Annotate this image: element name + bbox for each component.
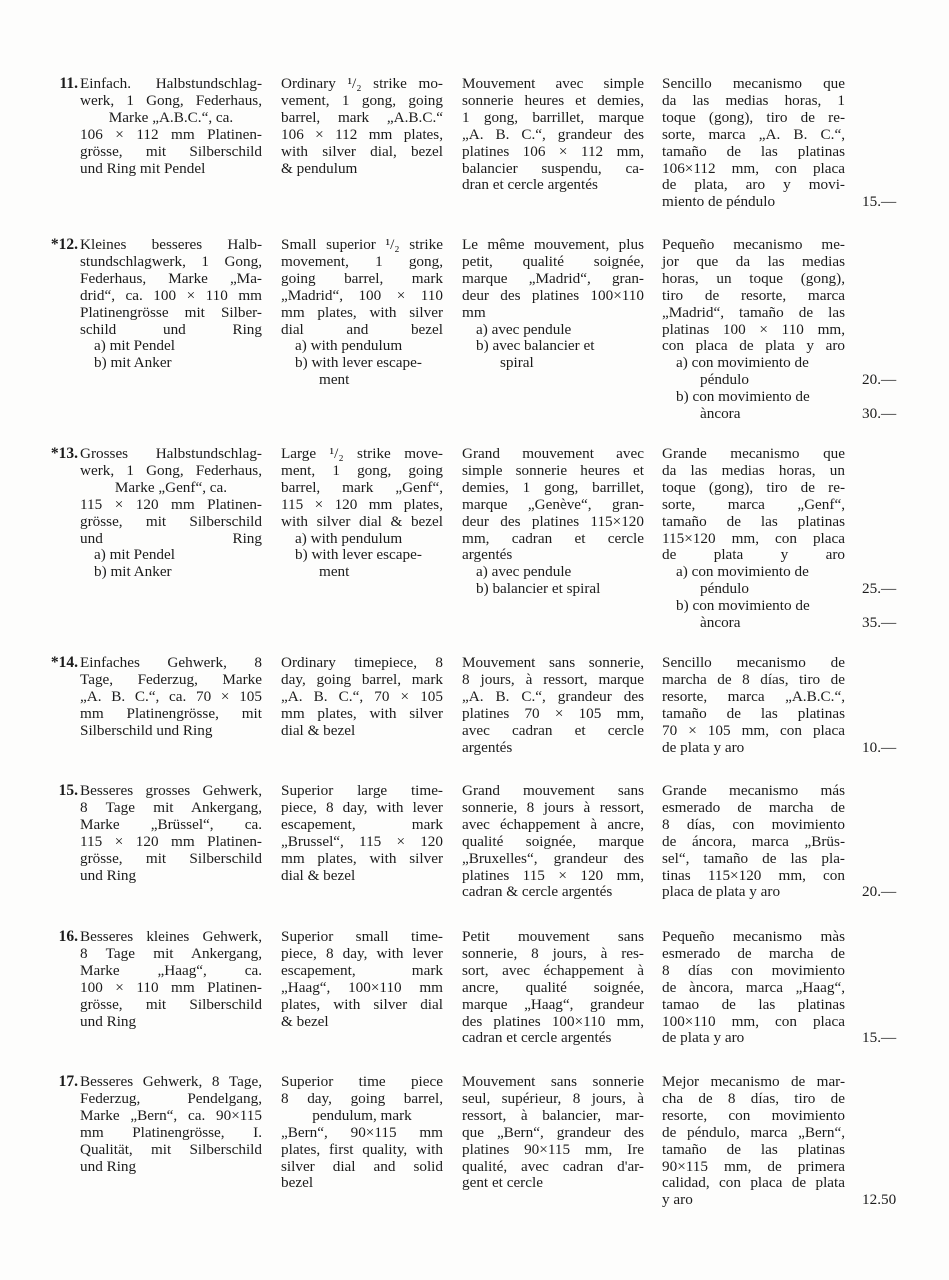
- spanish-description: [662, 446, 845, 632]
- text-line: 106 × 112 mm Platinen-: [80, 125, 262, 143]
- text-line: sonnerie, 8 jours, à res-: [462, 944, 644, 962]
- text-line: ancre, qualité soignée,: [462, 978, 644, 996]
- text-line: 106×112 mm, con placa: [662, 159, 845, 177]
- text-line: de péndulo, marca „Bern“,: [662, 1123, 845, 1141]
- text-line: marcha de 8 días, tiro de: [662, 670, 845, 688]
- text-line: a) with pendulum: [295, 337, 403, 355]
- text-line: 8 Tage mit Ankergang,: [80, 798, 262, 816]
- price: 15.—: [862, 193, 897, 211]
- german-description: [80, 446, 262, 581]
- text-line: mm plates, with silver: [281, 704, 443, 722]
- text-line: spiral: [500, 354, 534, 372]
- english-description: [281, 1074, 443, 1192]
- text-line: 100 × 110 mm Platinen-: [80, 978, 262, 996]
- text-line: seul, supérieur, 8 jours, à: [462, 1089, 644, 1107]
- text-line: miento de péndulo: [662, 193, 776, 211]
- text-line: mm Platinengrösse, mit: [80, 704, 262, 722]
- text-line: des platines 100×110 mm,: [462, 1012, 644, 1030]
- item-number: *12.: [50, 236, 78, 253]
- text-line: und Ring: [80, 866, 137, 884]
- english-description: [281, 237, 443, 389]
- text-line: de àncora, marca „Haag“,: [662, 978, 845, 996]
- text-line: calidad, con placa de plata: [662, 1174, 845, 1192]
- text-line: Marke „Bern“, ca. 90×115: [80, 1106, 262, 1124]
- text-line: Pequeño mecanismo me-: [662, 236, 845, 253]
- text-line: silver dial and solid: [281, 1157, 443, 1175]
- text-line: Silberschild und Ring: [80, 721, 213, 739]
- price: 30.—: [862, 405, 897, 422]
- german-description: [80, 929, 262, 1030]
- text-line: Mouvement sans sonnerie: [462, 1073, 644, 1090]
- text-line: „Madrid“, 100 × 110: [281, 286, 443, 304]
- text-line: mm Platinengrösse, I.: [80, 1123, 262, 1141]
- text-line: b) with lever escape-: [295, 546, 422, 564]
- text-line: platines 115 × 120 mm,: [462, 866, 644, 884]
- text-line: qualité, avec cadran d'ar-: [462, 1157, 644, 1175]
- text-line: 8 Tage mit Ankergang,: [80, 944, 262, 962]
- text-line: werk, 1 Gong, Federhaus,: [80, 461, 262, 479]
- text-line: dial & bezel: [281, 866, 356, 884]
- text-line: marque „Madrid“, gran-: [462, 269, 644, 287]
- text-line: 70 × 105 mm, con placa: [662, 721, 845, 739]
- spanish-description: [662, 76, 845, 211]
- text-line: qualité soignée, marque: [462, 832, 644, 850]
- text-line: tamao de las platinas: [662, 995, 845, 1013]
- text-line: horas, un toque (gong),: [662, 269, 845, 287]
- text-line: & pendulum: [281, 159, 358, 177]
- text-line: placa de plata y aro: [662, 883, 781, 901]
- english-description: [281, 446, 443, 581]
- text-line: vement, 1 gong, going: [281, 91, 443, 109]
- text-line: 115×120 mm, con placa: [662, 529, 845, 547]
- german-description: [80, 1074, 262, 1175]
- english-description: [281, 655, 443, 740]
- english-description: [281, 76, 443, 177]
- text-line: with silver dial & bezel: [281, 512, 443, 530]
- text-line: argentés: [462, 546, 513, 564]
- text-line: movement, 1 gong,: [281, 252, 443, 270]
- text-line: tiro de resorte, marca: [662, 286, 845, 304]
- text-line: platines 90×115 mm, Ire: [462, 1140, 644, 1158]
- text-line: Marke „A.B.C.“, ca.: [108, 108, 234, 126]
- text-line: ment: [319, 563, 350, 581]
- text-line: „A. B. C.“, 70 × 105: [281, 687, 443, 705]
- text-line: Ordinary timepiece, 8: [281, 654, 443, 671]
- text-line: mm plates, with silver: [281, 849, 443, 867]
- text-line: und Ring: [80, 529, 262, 547]
- german-description: [80, 655, 262, 740]
- text-line: simple sonnerie heures et: [462, 461, 644, 479]
- text-line: mm: [462, 303, 486, 321]
- text-line: b) con movimiento de: [676, 388, 810, 406]
- text-line: sorte, marca „Genf“,: [662, 495, 845, 513]
- german-description: [80, 76, 262, 177]
- text-line: pendulum, mark: [312, 1106, 412, 1124]
- text-line: toque (gong), tiro de re-: [662, 478, 845, 496]
- spanish-description: [662, 655, 845, 756]
- text-line: Mouvement sans sonnerie,: [462, 654, 644, 671]
- text-line: resorte, marca „A.B.C.“,: [662, 687, 845, 705]
- item-number: 15.: [58, 782, 78, 799]
- text-line: avec cadran et cercle: [462, 721, 644, 739]
- text-line: & bezel: [281, 1012, 329, 1030]
- text-line: a) mit Pendel: [94, 546, 175, 564]
- price: 25.—: [862, 580, 897, 598]
- text-line: going barrel, mark: [281, 269, 443, 287]
- text-line: plates, first quality, with: [281, 1140, 443, 1158]
- french-description: [462, 783, 644, 901]
- text-line: grösse, mit Silberschild: [80, 512, 262, 530]
- text-line: mm, cadran et cercle: [462, 529, 644, 547]
- text-line: grösse, mit Silberschild: [80, 142, 262, 160]
- text-line: bezel: [281, 1174, 314, 1192]
- text-line: con placa de plata y aro: [662, 337, 845, 355]
- text-line: de áncora, marca „Brüs-: [662, 832, 845, 850]
- text-line: de plata, aro y movi-: [662, 176, 845, 194]
- text-line: àncora: [700, 405, 741, 423]
- spanish-description: [662, 783, 845, 901]
- text-line: péndulo: [700, 580, 749, 598]
- german-description: [80, 237, 262, 372]
- text-line: 106 × 112 mm plates,: [281, 125, 443, 143]
- text-line: stundschlagwerk, 1 Gong,: [80, 252, 262, 270]
- text-line: que „Bern“, grandeur des: [462, 1123, 644, 1141]
- text-line: Federhaus, Marke „Ma-: [80, 269, 262, 287]
- text-line: und Ring: [80, 1157, 137, 1175]
- text-line: plates, with silver dial: [281, 995, 443, 1013]
- text-line: „Brussel“, 115 × 120: [281, 832, 443, 850]
- text-line: barrel, mark „A.B.C.“: [281, 108, 443, 126]
- text-line: piece, 8 day, with lever: [281, 944, 443, 962]
- text-line: da las medias horas, un: [662, 461, 845, 479]
- text-line: barrel, mark „Genf“,: [281, 478, 443, 496]
- text-line: demies, 1 gong, barrillet,: [462, 478, 644, 496]
- text-line: Besseres kleines Gehwerk,: [80, 928, 262, 945]
- text-line: Einfaches Gehwerk, 8: [80, 654, 262, 671]
- french-description: [462, 655, 644, 756]
- text-line: jor que da las medias: [662, 252, 845, 270]
- text-line: a) mit Pendel: [94, 337, 175, 355]
- text-line: b) avec balancier et: [476, 337, 595, 355]
- text-line: escapement, mark: [281, 961, 443, 979]
- text-line: ment: [319, 371, 350, 389]
- item-number: 11.: [59, 75, 78, 92]
- price: 20.—: [862, 371, 897, 389]
- text-line: balancier suspendu, ca-: [462, 159, 644, 177]
- text-line: grösse, mit Silberschild: [80, 995, 262, 1013]
- item-number: *13.: [50, 445, 78, 462]
- french-description: [462, 76, 644, 194]
- text-line: sel“, tamaño de las pla-: [662, 849, 845, 867]
- text-line: Mejor mecanismo de mar-: [662, 1073, 845, 1090]
- text-line: Large ¹/₂ strike move-: [281, 445, 443, 462]
- text-line: cadran et cercle argentés: [462, 1029, 612, 1047]
- text-line: grösse, mit Silberschild: [80, 849, 262, 867]
- text-line: b) balancier et spiral: [476, 580, 601, 598]
- text-line: esmerado de marcha de: [662, 798, 845, 816]
- text-line: a) con movimiento de: [676, 354, 809, 372]
- french-description: [462, 929, 644, 1047]
- text-line: 8 day, going barrel,: [281, 1089, 443, 1107]
- text-line: marque „Haag“, grandeur: [462, 995, 644, 1013]
- text-line: Platinengrösse mit Silber-: [80, 303, 262, 321]
- text-line: werk, 1 Gong, Federhaus,: [80, 91, 262, 109]
- text-line: und Ring mit Pendel: [80, 159, 206, 177]
- text-line: 8 días, con movimiento: [662, 815, 845, 833]
- text-line: tamaño de las platinas: [662, 1140, 845, 1158]
- item-number: *14.: [50, 654, 78, 671]
- text-line: escapement, mark: [281, 815, 443, 833]
- text-line: platinas 100 × 110 mm,: [662, 320, 845, 338]
- text-line: toque (gong), tiro de re-: [662, 108, 845, 126]
- text-line: „A. B. C.“, ca. 70 × 105: [80, 687, 262, 705]
- price: 15.—: [862, 1029, 897, 1047]
- text-line: „Bruxelles“, grandeur des: [462, 849, 644, 867]
- text-line: Sencillo mecanismo de: [662, 654, 845, 671]
- text-line: Mouvement avec simple: [462, 75, 644, 92]
- text-line: Marke „Haag“, ca.: [80, 961, 262, 979]
- german-description: [80, 783, 262, 884]
- text-line: Ordinary ¹/₂ strike mo-: [281, 75, 443, 92]
- text-line: tamaño de las platinas: [662, 512, 845, 530]
- text-line: schild und Ring: [80, 320, 262, 338]
- text-line: 100×110 mm, con placa: [662, 1012, 845, 1030]
- item-number: 16.: [58, 928, 78, 945]
- text-line: tinas 115×120 mm, con: [662, 866, 845, 884]
- text-line: with silver dial, bezel: [281, 142, 443, 160]
- text-line: Pequeño mecanismo màs: [662, 928, 845, 945]
- text-line: 8 jours, à ressort, marque: [462, 670, 644, 688]
- text-line: „Bern“, 90×115 mm: [281, 1123, 443, 1141]
- price: 35.—: [862, 614, 897, 631]
- text-line: Le même mouvement, plus: [462, 236, 644, 253]
- french-description: [462, 1074, 644, 1192]
- text-line: Grande mecanismo que: [662, 445, 845, 462]
- text-line: marque „Genève“, gran-: [462, 495, 644, 513]
- text-line: àncora: [700, 614, 741, 632]
- text-line: deur des platines 115×120: [462, 512, 644, 530]
- text-line: „A. B. C.“, grandeur des: [462, 687, 644, 705]
- text-line: dran et cercle argentés: [462, 176, 598, 194]
- text-line: 1 gong, barrillet, marque: [462, 108, 644, 126]
- text-line: sort, avec échappement à: [462, 961, 644, 979]
- text-line: Federzug, Pendelgang,: [80, 1089, 262, 1107]
- text-line: a) con movimiento de: [676, 563, 809, 581]
- text-line: „Haag“, 100×110 mm: [281, 978, 443, 996]
- text-line: tamaño de las platinas: [662, 142, 845, 160]
- text-line: cha de 8 días, tiro de: [662, 1089, 845, 1107]
- text-line: a) avec pendule: [476, 320, 572, 338]
- item-number: 17.: [58, 1073, 78, 1090]
- text-line: petit, qualité soignée,: [462, 252, 644, 270]
- text-line: Grosses Halbstundschlag-: [80, 445, 262, 462]
- text-line: Tage, Federzug, Marke: [80, 670, 262, 688]
- text-line: 8 días con movimiento: [662, 961, 845, 979]
- text-line: cadran & cercle argentés: [462, 883, 613, 901]
- text-line: mm plates, with silver: [281, 303, 443, 321]
- text-line: 90×115 mm, de primera: [662, 1157, 845, 1175]
- text-line: tamaño de las platinas: [662, 704, 845, 722]
- text-line: deur des platines 100×110: [462, 286, 644, 304]
- price: 10.—: [862, 738, 897, 756]
- price: 12.50: [862, 1191, 897, 1209]
- text-line: 115 × 120 mm plates,: [281, 495, 443, 513]
- text-line: b) mit Anker: [94, 563, 172, 581]
- text-line: „Madrid“, tamaño de las: [662, 303, 845, 321]
- text-line: b) mit Anker: [94, 354, 172, 372]
- text-line: 115 × 120 mm Platinen-: [80, 832, 262, 850]
- text-line: Besseres Gehwerk, 8 Tage,: [80, 1073, 262, 1090]
- text-line: dial and bezel: [281, 320, 443, 338]
- french-description: [462, 237, 644, 372]
- text-line: ressort, à balancier, mar-: [462, 1106, 644, 1124]
- text-line: 115 × 120 mm Platinen-: [80, 495, 262, 513]
- text-line: y aro: [662, 1191, 693, 1209]
- price: 20.—: [862, 883, 897, 901]
- text-line: de plata y aro: [662, 546, 845, 564]
- text-line: a) with pendulum: [295, 529, 403, 547]
- text-line: esmerado de marcha de: [662, 944, 845, 962]
- text-line: Marke „Genf“, ca.: [114, 478, 228, 496]
- text-line: gent et cercle: [462, 1174, 543, 1192]
- text-line: ment, 1 gong, going: [281, 461, 443, 479]
- text-line: b) con movimiento de: [676, 597, 810, 615]
- text-line: Small superior ¹/₂ strike: [281, 236, 443, 253]
- text-line: péndulo: [700, 371, 749, 389]
- text-line: argentés: [462, 738, 513, 756]
- text-line: Einfach. Halbstundschlag-: [80, 75, 262, 92]
- spanish-description: [662, 237, 845, 423]
- text-line: day, going barrel, mark: [281, 670, 443, 688]
- text-line: drid“, ca. 100 × 110 mm: [80, 286, 262, 304]
- text-line: de plata y aro: [662, 1029, 745, 1047]
- text-line: piece, 8 day, with lever: [281, 798, 443, 816]
- text-line: und Ring: [80, 1012, 137, 1030]
- text-line: Besseres grosses Gehwerk,: [80, 782, 262, 799]
- text-line: a) avec pendule: [476, 563, 572, 581]
- text-line: Qualität, mit Silberschild: [80, 1140, 262, 1158]
- text-line: Sencillo mecanismo que: [662, 75, 845, 92]
- text-line: da las medias horas, 1: [662, 91, 845, 109]
- spanish-description: [662, 1074, 845, 1209]
- text-line: Kleines besseres Halb-: [80, 236, 262, 253]
- text-line: platines 106 × 112 mm,: [462, 142, 644, 160]
- text-line: Grand mouvement sans: [462, 782, 644, 799]
- text-line: sorte, marca „A. B. C.“,: [662, 125, 845, 143]
- spanish-description: [662, 929, 845, 1047]
- text-line: Superior large time-: [281, 782, 443, 799]
- text-line: sonnerie heures et demies,: [462, 91, 644, 109]
- english-description: [281, 783, 443, 884]
- text-line: Petit mouvement sans: [462, 928, 644, 945]
- text-line: dial & bezel: [281, 721, 356, 739]
- english-description: [281, 929, 443, 1030]
- text-line: Superior small time-: [281, 928, 443, 945]
- text-line: resorte, con movimiento: [662, 1106, 845, 1124]
- text-line: platines 70 × 105 mm,: [462, 704, 644, 722]
- text-line: Marke „Brüssel“, ca.: [80, 815, 262, 833]
- text-line: „A. B. C.“, grandeur des: [462, 125, 644, 143]
- text-line: sonnerie, 8 jours à ressort,: [462, 798, 644, 816]
- french-description: [462, 446, 644, 598]
- text-line: Grand mouvement avec: [462, 445, 644, 462]
- text-line: b) with lever escape-: [295, 354, 422, 372]
- text-line: avec échappement à ancre,: [462, 815, 644, 833]
- text-line: de plata y aro: [662, 738, 745, 756]
- text-line: Superior time piece: [281, 1073, 443, 1090]
- text-line: Grande mecanismo más: [662, 782, 845, 799]
